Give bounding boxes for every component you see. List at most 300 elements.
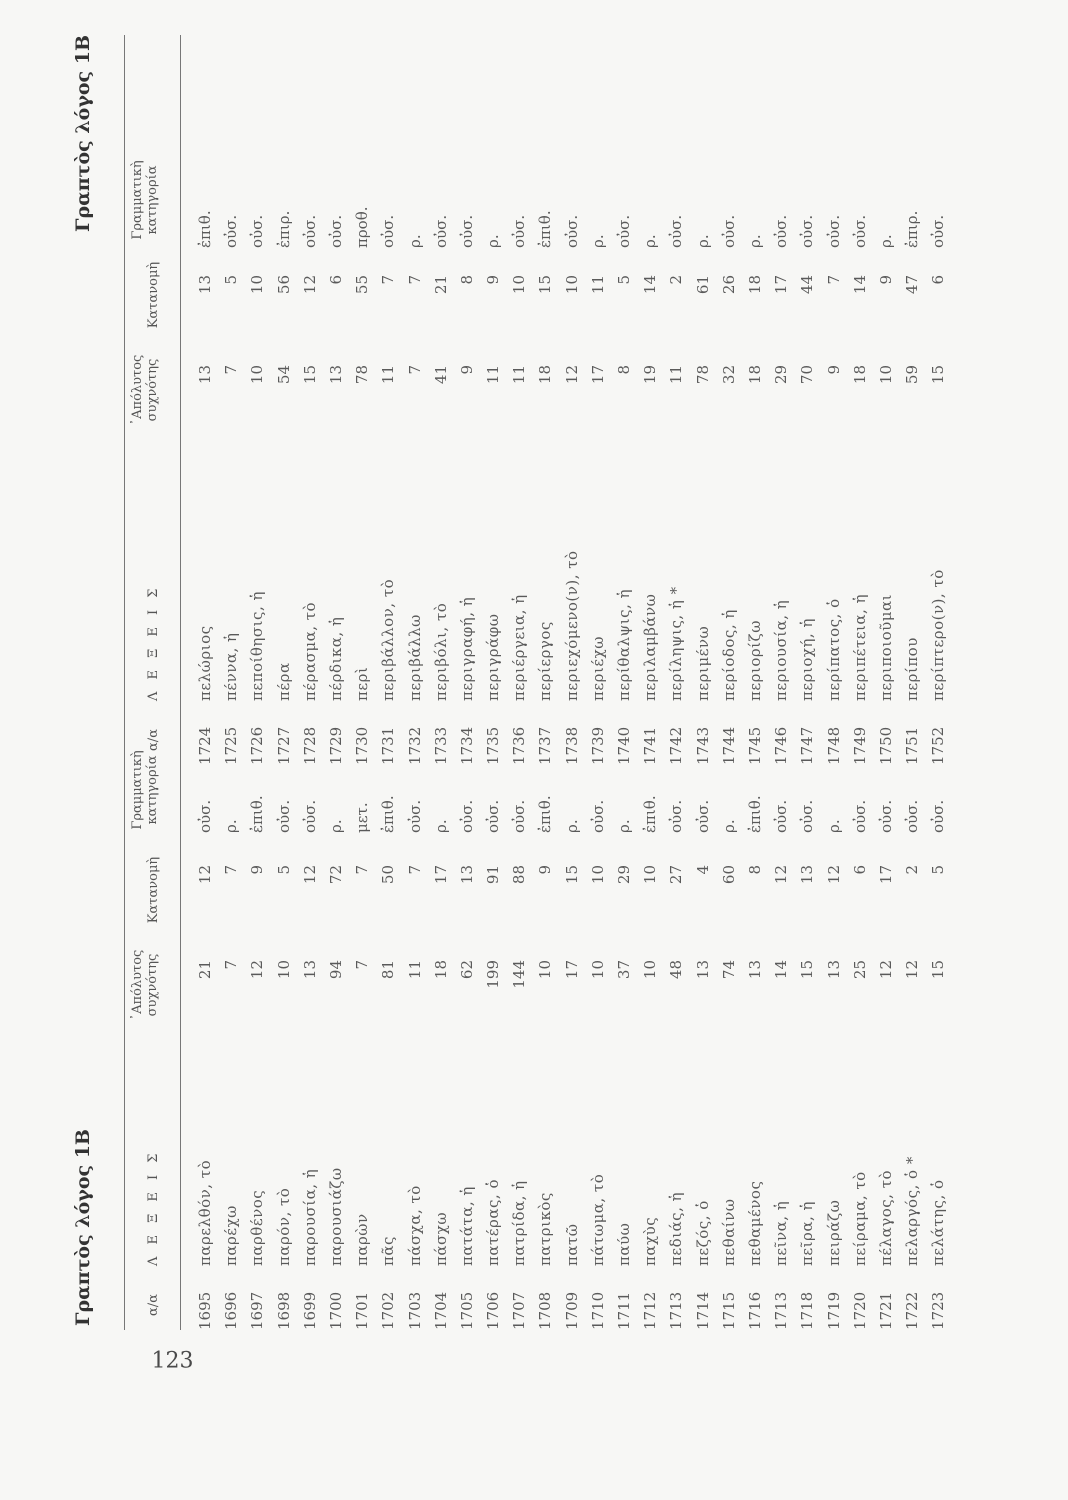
grammatical-category: οὐσ. — [667, 799, 686, 833]
distribution: 61 — [693, 275, 712, 295]
absolute-frequency: 18 — [431, 960, 450, 980]
distribution: 9 — [484, 275, 503, 285]
absolute-frequency: 78 — [353, 365, 372, 385]
lemma: περιμένω — [693, 625, 712, 701]
absolute-frequency: 10 — [641, 960, 660, 980]
grammatical-category: οὐσ. — [300, 214, 319, 248]
lemma: περιβάλλω — [405, 614, 424, 701]
distribution: 14 — [850, 275, 869, 295]
left-table — [72, 730, 952, 1330]
row-number: 1728 — [300, 726, 319, 765]
distribution: 5 — [929, 865, 948, 875]
table-row — [585, 730, 611, 1330]
col-header-cat: Γραμματικὴ κατηγορία — [130, 750, 160, 830]
absolute-frequency: 10 — [536, 960, 555, 980]
distribution: 11 — [588, 275, 607, 295]
absolute-frequency: 11 — [484, 365, 503, 385]
right-running-head: Γραπτὸς λόγος 1Β — [72, 35, 94, 232]
lemma: πειράζω — [824, 1199, 843, 1266]
grammatical-category: ἐπιθ. — [248, 795, 267, 833]
lemma: περίθαλψις, ἡ — [615, 588, 633, 701]
header-rule-bottom — [180, 730, 181, 1330]
row-number: 1708 — [536, 1291, 555, 1330]
grammatical-category: οὐσ. — [772, 214, 791, 248]
absolute-frequency: 94 — [326, 960, 345, 980]
distribution: 2 — [667, 275, 686, 285]
table-row — [847, 165, 873, 765]
table-row — [532, 165, 558, 765]
row-number: 1713 — [772, 1291, 791, 1330]
lemma: πατάτα, ἡ — [457, 1186, 476, 1266]
lemma: περίπτερο(ν), τὸ — [929, 569, 948, 701]
distribution: 12 — [824, 865, 843, 885]
distribution: 60 — [719, 865, 738, 885]
distribution: 6 — [929, 275, 948, 285]
absolute-frequency: 7 — [222, 960, 241, 970]
row-number: 1721 — [876, 1291, 895, 1330]
grammatical-category: οὐσ. — [798, 799, 817, 833]
grammatical-category: οὐσ. — [405, 799, 424, 833]
absolute-frequency: 10 — [588, 960, 607, 980]
grammatical-category: οὐσ. — [824, 214, 843, 248]
grammatical-category: οὐσ. — [248, 214, 267, 248]
absolute-frequency: 12 — [903, 960, 922, 980]
row-number: 1697 — [248, 1291, 267, 1330]
grammatical-category: ρ. — [693, 234, 712, 248]
row-number: 1751 — [903, 726, 922, 765]
absolute-frequency: 81 — [379, 960, 398, 980]
distribution: 10 — [248, 275, 267, 295]
distribution: 12 — [196, 865, 214, 885]
grammatical-category: ρ. — [405, 234, 424, 248]
row-number: 1737 — [536, 726, 555, 765]
table-row — [271, 165, 297, 765]
table-row — [428, 730, 454, 1330]
table-row — [375, 730, 401, 1330]
distribution: 6 — [326, 275, 345, 285]
distribution: 44 — [798, 275, 817, 295]
row-number: 1707 — [510, 1291, 529, 1330]
row-number: 1741 — [641, 726, 660, 765]
row-number: 1725 — [222, 726, 241, 765]
table-row — [690, 730, 716, 1330]
row-number: 1699 — [300, 1291, 319, 1330]
row-number: 1749 — [850, 726, 869, 765]
distribution: 10 — [588, 865, 607, 885]
lemma: περίεργος — [536, 621, 555, 701]
lemma: παρελθόν, τὸ — [196, 1159, 214, 1266]
table-row — [506, 730, 532, 1330]
row-number: 1747 — [798, 726, 817, 765]
absolute-frequency: 18 — [850, 365, 869, 385]
col-header-freq: ᾿Απόλυτος συχνότης — [130, 949, 160, 1021]
grammatical-category: οὐσ. — [588, 799, 607, 833]
table-row — [349, 165, 375, 765]
distribution: 10 — [562, 275, 581, 295]
grammatical-category: ρ. — [326, 819, 345, 833]
table-row — [454, 165, 480, 765]
table-row — [323, 730, 349, 1330]
grammatical-category: ρ. — [824, 819, 843, 833]
lemma: περὶ — [353, 666, 372, 701]
table-row — [716, 165, 742, 765]
absolute-frequency: 17 — [562, 960, 581, 980]
distribution: 21 — [431, 275, 450, 295]
absolute-frequency: 25 — [850, 960, 869, 980]
grammatical-category: ρ. — [588, 234, 607, 248]
lemma: πέλαγος, τὸ — [876, 1169, 895, 1266]
distribution: 9 — [248, 865, 267, 875]
distribution: 8 — [457, 275, 476, 285]
distribution: 15 — [536, 275, 555, 295]
grammatical-category: οὐσ. — [379, 214, 398, 248]
table-row — [847, 730, 873, 1330]
lemma: πεῖνα, ἡ — [772, 1200, 791, 1266]
row-number: 1726 — [248, 726, 267, 765]
row-number: 1744 — [719, 726, 738, 765]
lemma: πέρδικα, ἡ — [326, 616, 345, 701]
table-row — [821, 165, 847, 765]
table-row — [349, 730, 375, 1330]
table-row — [297, 165, 323, 765]
absolute-frequency: 7 — [222, 365, 241, 375]
col-header-freq: ᾿Απόλυτος συχνότης — [130, 354, 160, 426]
header-rule-top — [124, 730, 125, 1330]
grammatical-category: οὐσ. — [510, 799, 529, 833]
table-row — [925, 730, 951, 1330]
row-number: 1698 — [274, 1291, 293, 1330]
row-number: 1710 — [588, 1291, 607, 1330]
col-header-num: α/α — [146, 729, 161, 751]
row-number: 1720 — [850, 1291, 869, 1330]
row-number: 1734 — [457, 726, 476, 765]
table-row — [821, 730, 847, 1330]
row-number: 1715 — [719, 1291, 738, 1330]
lemma: πεθαμένος — [745, 1180, 764, 1266]
lemma: περιεχόμενο(ν), τὸ — [562, 550, 581, 701]
lemma: πατῶ — [562, 1223, 581, 1266]
row-number: 1730 — [353, 726, 372, 765]
table-row — [559, 165, 585, 765]
distribution: 15 — [562, 865, 581, 885]
row-number: 1727 — [274, 726, 293, 765]
table-row — [506, 165, 532, 765]
table-row — [532, 730, 558, 1330]
row-number: 1704 — [431, 1291, 450, 1330]
row-number: 1746 — [772, 726, 791, 765]
table-row — [637, 730, 663, 1330]
absolute-frequency: 32 — [719, 365, 738, 385]
table-row — [768, 165, 794, 765]
lemma: περίοδος, ἡ — [719, 609, 738, 701]
absolute-frequency: 62 — [457, 960, 476, 980]
row-number: 1695 — [196, 1291, 214, 1330]
grammatical-category: οὐσ. — [693, 799, 712, 833]
lemma: περιουσία, ἡ — [772, 599, 791, 701]
lemma: περιλαμβάνω — [641, 593, 660, 701]
table-row — [899, 730, 925, 1330]
absolute-frequency: 10 — [274, 960, 293, 980]
row-number: 1731 — [379, 726, 398, 765]
grammatical-category: οὐσ. — [510, 214, 529, 248]
grammatical-category: μετ. — [353, 802, 372, 833]
distribution: 5 — [274, 865, 293, 875]
lemma: πείραμα, τὸ — [850, 1171, 869, 1266]
table-row — [611, 730, 637, 1330]
table-row — [402, 730, 428, 1330]
lemma: παρὼν — [353, 1213, 372, 1266]
left-rows — [192, 730, 951, 1330]
distribution: 88 — [510, 865, 529, 885]
absolute-frequency: 29 — [772, 365, 791, 385]
absolute-frequency: 12 — [248, 960, 267, 980]
absolute-frequency: 41 — [431, 365, 450, 385]
lemma: παρθένος — [248, 1189, 267, 1266]
row-number: 1743 — [693, 726, 712, 765]
absolute-frequency: 37 — [615, 960, 633, 980]
row-number: 1733 — [431, 726, 450, 765]
grammatical-category: οὐσ. — [667, 214, 686, 248]
grammatical-category: ἐπιθ. — [536, 210, 555, 248]
distribution: 72 — [326, 865, 345, 885]
grammatical-category: ρ. — [615, 819, 633, 833]
grammatical-category: οὐσ. — [562, 214, 581, 248]
lemma: παχὺς — [641, 1216, 660, 1266]
distribution: 7 — [379, 275, 398, 285]
grammatical-category: οὐσ. — [719, 214, 738, 248]
table-row — [716, 730, 742, 1330]
lemma: παύω — [615, 1222, 633, 1266]
distribution: 4 — [693, 865, 712, 875]
lemma: πάσχα, τὸ — [405, 1185, 424, 1266]
grammatical-category: οὐσ. — [615, 214, 633, 248]
lemma: περιέργεια, ἡ — [510, 594, 529, 701]
lemma: περίληψις, ἡ * — [667, 586, 686, 701]
absolute-frequency: 59 — [903, 365, 922, 385]
absolute-frequency: 70 — [798, 365, 817, 385]
absolute-frequency: 11 — [667, 365, 686, 385]
absolute-frequency: 9 — [824, 365, 843, 375]
col-header-lexeis: Λ Ε Ξ Ε Ι Σ — [146, 1149, 161, 1266]
grammatical-category: ρ. — [876, 234, 895, 248]
distribution: 26 — [719, 275, 738, 295]
row-number: 1738 — [562, 726, 581, 765]
row-number: 1750 — [876, 726, 895, 765]
lemma: πέννα, ἡ — [222, 632, 241, 701]
distribution: 91 — [484, 865, 503, 885]
grammatical-category: οὐσ. — [903, 799, 922, 833]
grammatical-category: ἐπιρ. — [903, 210, 922, 248]
right-rows — [192, 165, 951, 765]
lemma: πέρασμα, τὸ — [300, 601, 319, 701]
lemma: πεζός, ὁ — [693, 1200, 712, 1266]
table-row — [218, 165, 244, 765]
row-number: 1723 — [929, 1291, 948, 1330]
table-row — [271, 730, 297, 1330]
table-row — [611, 165, 637, 765]
distribution: 13 — [196, 275, 214, 295]
col-header-num: α/α — [146, 1294, 161, 1316]
lemma: περιποιοῦμαι — [876, 593, 895, 701]
grammatical-category: ἐπιθ. — [745, 795, 764, 833]
table-row — [559, 730, 585, 1330]
lemma: πατέρας, ὁ — [484, 1179, 503, 1266]
row-number: 1712 — [641, 1291, 660, 1330]
table-row — [244, 730, 270, 1330]
absolute-frequency: 7 — [353, 960, 372, 970]
lemma: περιβόλι, τὸ — [431, 602, 450, 701]
lemma: παρέχω — [222, 1205, 241, 1266]
row-number: 1745 — [745, 726, 764, 765]
absolute-frequency: 10 — [876, 365, 895, 385]
distribution: 12 — [300, 865, 319, 885]
table-row — [297, 730, 323, 1330]
grammatical-category: οὐσ. — [457, 799, 476, 833]
row-number: 1709 — [562, 1291, 581, 1330]
row-number: 1742 — [667, 726, 686, 765]
table-row — [244, 165, 270, 765]
distribution: 2 — [903, 865, 922, 875]
absolute-frequency: 13 — [326, 365, 345, 385]
left-running-head: Γραπτὸς λόγος 1Β — [72, 1129, 94, 1326]
grammatical-category: οὐσ. — [772, 799, 791, 833]
grammatical-category: ρ. — [484, 234, 503, 248]
table-row — [585, 165, 611, 765]
absolute-frequency: 18 — [536, 365, 555, 385]
row-number: 1722 — [903, 1291, 922, 1330]
distribution: 5 — [222, 275, 241, 285]
absolute-frequency: 21 — [196, 960, 214, 980]
lemma: περιπέτεια, ἡ — [850, 593, 869, 701]
lemma: πελώριος — [196, 625, 214, 701]
table-row — [323, 165, 349, 765]
grammatical-category: ἐπιρ. — [274, 210, 293, 248]
table-row — [873, 165, 899, 765]
grammatical-category: οὐσ. — [457, 214, 476, 248]
row-number: 1702 — [379, 1291, 398, 1330]
lemma: περιγραφή, ἡ — [457, 596, 476, 701]
absolute-frequency: 48 — [667, 960, 686, 980]
table-row — [218, 730, 244, 1330]
right-table — [72, 35, 952, 765]
row-number: 1729 — [326, 726, 345, 765]
col-header-lexeis: Λ Ε Ξ Ε Ι Σ — [146, 584, 161, 701]
grammatical-category: ἐπιθ. — [641, 795, 660, 833]
distribution: 7 — [353, 865, 372, 875]
grammatical-category: ρ. — [719, 819, 738, 833]
absolute-frequency: 8 — [615, 365, 633, 375]
lemma: πατρικὸς — [536, 1192, 555, 1266]
lemma: περιοχή, ἡ — [798, 618, 817, 701]
lemma: πάτωμα, τὸ — [588, 1173, 607, 1266]
lemma: πεδιάς, ἡ — [667, 1191, 686, 1266]
row-number: 1735 — [484, 726, 503, 765]
row-number: 1705 — [457, 1291, 476, 1330]
absolute-frequency: 15 — [300, 365, 319, 385]
distribution: 12 — [300, 275, 319, 295]
absolute-frequency: 9 — [457, 365, 476, 375]
grammatical-category: ρ. — [641, 234, 660, 248]
table-row — [925, 165, 951, 765]
table-row — [480, 730, 506, 1330]
lemma: πεποίθησις, ἡ — [248, 591, 267, 701]
absolute-frequency: 11 — [379, 365, 398, 385]
absolute-frequency: 10 — [248, 365, 267, 385]
table-row — [192, 165, 218, 765]
row-number: 1736 — [510, 726, 529, 765]
grammatical-category: οὐσ. — [196, 799, 214, 833]
table-row — [899, 165, 925, 765]
row-number: 1700 — [326, 1291, 345, 1330]
col-header-dist: Κατανομὴ — [146, 261, 161, 329]
absolute-frequency: 18 — [745, 365, 764, 385]
lemma: περιβάλλον, τὸ — [379, 578, 398, 701]
row-number: 1713 — [667, 1291, 686, 1330]
table-row — [794, 730, 820, 1330]
distribution: 29 — [615, 865, 633, 885]
row-number: 1703 — [405, 1291, 424, 1330]
distribution: 27 — [667, 865, 686, 885]
lemma: πάσχω — [431, 1211, 450, 1266]
distribution: 9 — [536, 865, 555, 875]
distribution: 7 — [824, 275, 843, 285]
distribution: 6 — [850, 865, 869, 875]
table-row — [663, 730, 689, 1330]
table-row — [428, 165, 454, 765]
absolute-frequency: 13 — [300, 960, 319, 980]
grammatical-category: οὐσ. — [850, 214, 869, 248]
col-header-cat: Γραμματικὴ κατηγορία — [130, 160, 160, 240]
absolute-frequency: 11 — [510, 365, 529, 385]
grammatical-category: ἐπιθ. — [379, 795, 398, 833]
absolute-frequency: 15 — [798, 960, 817, 980]
col-header-dist: Κατανομὴ — [146, 856, 161, 924]
distribution: 55 — [353, 275, 372, 295]
grammatical-category: ρ. — [222, 819, 241, 833]
grammatical-category: οὐσ. — [300, 799, 319, 833]
absolute-frequency: 54 — [274, 365, 293, 385]
table-row — [480, 165, 506, 765]
table-row — [690, 165, 716, 765]
table-row — [742, 730, 768, 1330]
page-number: 123 — [151, 1348, 194, 1374]
table-row — [663, 165, 689, 765]
grammatical-category: ρ. — [745, 234, 764, 248]
absolute-frequency: 199 — [484, 960, 503, 989]
grammatical-category: οὐσ. — [929, 214, 948, 248]
lemma: περίπατος, ὁ — [824, 598, 843, 701]
distribution: 5 — [615, 275, 633, 285]
grammatical-category: ἐπιθ. — [196, 210, 214, 248]
absolute-frequency: 12 — [876, 960, 895, 980]
distribution: 13 — [457, 865, 476, 885]
absolute-frequency: 78 — [693, 365, 712, 385]
lemma: περιέχω — [588, 636, 607, 701]
table-row — [192, 730, 218, 1330]
distribution: 17 — [431, 865, 450, 885]
distribution: 7 — [222, 865, 241, 875]
distribution: 9 — [876, 275, 895, 285]
grammatical-category: ρ. — [562, 819, 581, 833]
distribution: 12 — [772, 865, 791, 885]
grammatical-category: ἐπιθ. — [536, 795, 555, 833]
table-row — [873, 730, 899, 1330]
grammatical-category: οὐσ. — [929, 799, 948, 833]
absolute-frequency: 17 — [588, 365, 607, 385]
grammatical-category: οὐσ. — [274, 799, 293, 833]
absolute-frequency: 15 — [929, 960, 948, 980]
row-number: 1711 — [615, 1291, 633, 1330]
